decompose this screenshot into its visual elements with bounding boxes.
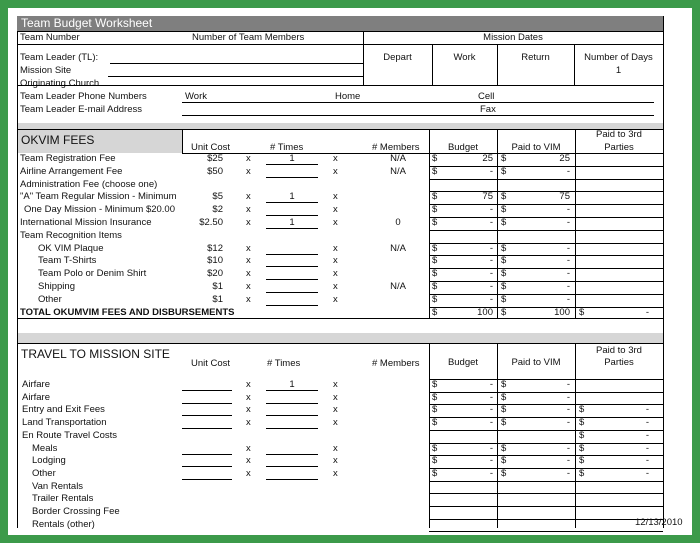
total-budget-dollar: $ [432,307,438,318]
budget-value: 75 [482,191,493,203]
column-line [575,343,576,528]
rule [17,85,663,86]
multiply-sign: x [333,379,338,390]
budget-dollar-sign: $ [432,391,438,403]
members-value: N/A [390,153,406,164]
total-third-dollar: $ [579,307,585,318]
paid-value: 25 [559,153,570,164]
budget-dollar-sign: $ [432,442,438,454]
paid-value: - [566,204,570,216]
budget-dollar-sign: $ [432,165,438,177]
travel-row-label: Rentals (other) [32,518,95,530]
travel-row-label: Other [32,467,56,479]
paid-value: - [566,165,570,177]
unit-cost-value: $2.50 [199,217,223,228]
budget-value: - [489,293,493,305]
travel-paid-third-header-line2: Parties [604,357,634,368]
fee-row-label: Team Polo or Denim Shirt [38,268,147,280]
fee-row-label: OK VIM Plaque [38,242,104,254]
members-value: N/A [390,242,406,254]
travel-members-header: # Members [372,358,420,369]
paid-dollar-sign: $ [501,165,507,177]
third-dollar-sign: $ [579,404,585,416]
budget-dollar-sign: $ [432,191,438,203]
paid-value: - [566,467,570,479]
multiply-sign: x [246,391,251,403]
third-dollar-sign: $ [579,467,585,479]
total-third-value: - [645,307,649,318]
row-rule [429,179,663,180]
total-paid-value: 100 [554,307,570,318]
members-value: 0 [395,217,401,228]
unit-cost-value: $1 [212,293,223,305]
paid-dollar-sign: $ [501,404,507,416]
travel-heading: TRAVEL TO MISSION SITE [21,347,170,361]
travel-times-header: # Times [267,358,301,369]
column-line [429,129,430,318]
paid-value: - [566,255,570,267]
unit-cost-value: $2 [212,204,223,216]
fee-row-label: Airline Arrangement Fee [20,165,123,177]
budget-value: - [489,165,493,177]
multiply-sign: x [333,467,338,479]
travel-unit-cost-header: Unit Cost [191,358,231,369]
multiply-sign: x [246,268,251,280]
budget-value: - [489,217,493,228]
multiply-sign: x [246,404,251,416]
paid-dollar-sign: $ [501,153,507,164]
row-rule [429,481,663,482]
work-col-label: Work [453,52,476,63]
fee-row-label: Team Registration Fee [20,153,116,164]
multiply-sign: x [246,467,251,479]
row-rule [429,506,663,507]
travel-row-label: Entry and Exit Fees [22,404,105,416]
multiply-sign: x [246,442,251,454]
paid-value: - [566,379,570,390]
fax-label: Fax [480,104,496,115]
third-value: - [645,442,649,454]
budget-dollar-sign: $ [432,467,438,479]
third-value: - [645,467,649,479]
paid-dollar-sign: $ [501,191,507,203]
budget-value: - [489,204,493,216]
budget-dollar-sign: $ [432,293,438,305]
travel-row-label: Trailer Rentals [32,493,94,505]
unit-cost-value: $5 [212,191,223,203]
unit-cost-header: Unit Cost [191,142,231,153]
unit-cost-value: $50 [207,165,223,177]
left-border [17,31,18,528]
worksheet-title: Team Budget Worksheet [21,16,153,30]
fee-row-label: Other [38,293,62,305]
mission-dates-label: Mission Dates [483,32,543,43]
multiply-sign: x [246,255,251,267]
rule [17,44,663,45]
row-rule [429,493,663,494]
phone-cell-label: Cell [478,91,495,102]
column-line [182,129,183,153]
grid-line [497,44,498,85]
times-field[interactable] [266,177,318,178]
travel-budget-header: Budget [447,357,479,368]
members-count-label: Number of Team Members [192,32,305,43]
paid-dollar-sign: $ [501,417,507,429]
leader-email-label: Team Leader E-mail Address [20,104,142,115]
times-value[interactable]: 1 [289,191,295,203]
budget-dollar-sign: $ [432,455,438,467]
return-label: Return [521,52,550,63]
budget-dollar-sign: $ [432,417,438,429]
right-border [663,16,664,528]
paid-dollar-sign: $ [501,217,507,228]
row-rule [429,230,663,231]
multiply-sign: x [333,191,338,203]
members-value: N/A [390,165,406,177]
okvim-fees-heading: OKVIM FEES [21,133,95,147]
times-field[interactable] [266,403,318,404]
budget-dollar-sign: $ [432,255,438,267]
depart-label: Depart [383,52,412,63]
paid-dollar-sign: $ [501,242,507,254]
paid-third-header-line2: Parties [604,142,634,153]
times-field[interactable] [266,390,318,391]
unit-cost-field[interactable] [182,454,232,455]
unit-cost-value: $10 [207,255,223,267]
budget-value: - [489,417,493,429]
times-field[interactable] [266,454,318,455]
travel-paid-third-header: Paid to 3rd [596,345,642,356]
third-value: - [645,429,649,441]
okvim-total-label: TOTAL OKUMVIM FEES AND DISBURSEMENTS [20,307,235,318]
paid-value: - [566,217,570,228]
paid-dollar-sign: $ [501,467,507,479]
budget-dollar-sign: $ [432,281,438,292]
budget-value: - [489,379,493,390]
paid-dollar-sign: $ [501,391,507,403]
originating-church-label: Originating Church [20,78,100,89]
column-line [497,343,498,528]
total-budget-value: 100 [477,307,493,318]
times-field[interactable] [266,164,318,165]
budget-value: - [489,242,493,254]
budget-dollar-sign: $ [432,204,438,216]
travel-row-label: Airfare [22,379,50,390]
leader-phone-label: Team Leader Phone Numbers [20,91,147,102]
paid-value: - [566,455,570,467]
travel-row-label: Lodging [32,455,66,467]
third-value: - [645,404,649,416]
team-leader-label: Team Leader (TL): [20,52,99,63]
multiply-sign: x [333,293,338,305]
unit-cost-field[interactable] [182,390,232,391]
budget-value: - [489,455,493,467]
email-field[interactable] [182,115,654,116]
paid-dollar-sign: $ [501,268,507,280]
worksheet-page [8,8,692,535]
budget-value: - [489,467,493,479]
paid-vim-header: Paid to VIM [511,142,561,153]
team-number-label: Team Number [20,32,80,43]
fee-row-label: International Mission Insurance [20,217,152,228]
column-line [429,343,430,528]
travel-row-label: Land Transportation [22,417,107,429]
travel-row-label: Border Crossing Fee [32,506,120,517]
unit-cost-value: $12 [207,242,223,254]
budget-header: Budget [447,142,479,153]
travel-paid-vim-header: Paid to VIM [511,357,561,368]
multiply-sign: x [246,217,251,228]
multiply-sign: x [333,255,338,267]
times-field[interactable] [266,479,318,480]
multiply-sign: x [333,242,338,254]
multiply-sign: x [246,417,251,429]
third-dollar-sign: $ [579,417,585,429]
times-field[interactable] [266,202,318,203]
times-value[interactable]: 1 [289,379,295,390]
paid-dollar-sign: $ [501,442,507,454]
multiply-sign: x [246,455,251,467]
mission-site-field[interactable] [108,76,363,77]
times-field[interactable] [266,466,318,467]
budget-dollar-sign: $ [432,379,438,390]
footer-date: 12/13/2010 [635,517,683,528]
multiply-sign: x [333,153,338,164]
times-field[interactable] [266,279,318,280]
times-header: # Times [270,142,304,153]
multiply-sign: x [246,191,251,203]
unit-cost-field[interactable] [182,403,232,404]
paid-third-header: Paid to 3rd [596,129,642,140]
multiply-sign: x [246,153,251,164]
multiply-sign: x [333,404,338,416]
paid-dollar-sign: $ [501,204,507,216]
times-value[interactable]: 1 [289,153,295,164]
phone-field[interactable] [182,102,654,103]
multiply-sign: x [333,442,338,454]
header-rule [429,379,663,380]
third-dollar-sign: $ [579,429,585,441]
multiply-sign: x [333,217,338,228]
budget-value: 25 [482,153,493,164]
budget-value: - [489,442,493,454]
paid-dollar-sign: $ [501,293,507,305]
unit-cost-value: $1 [212,281,223,292]
budget-dollar-sign: $ [432,153,438,164]
total-paid-dollar: $ [501,307,507,318]
paid-dollar-sign: $ [501,281,507,292]
times-value[interactable]: 1 [289,217,295,228]
unit-cost-value: $25 [207,153,223,164]
third-value: - [645,417,649,429]
multiply-sign: x [246,242,251,254]
budget-dollar-sign: $ [432,404,438,416]
multiply-sign: x [333,391,338,403]
paid-value: - [566,391,570,403]
budget-dollar-sign: $ [432,268,438,280]
fee-row-label: Team T-Shirts [38,255,97,267]
budget-dollar-sign: $ [432,242,438,254]
third-dollar-sign: $ [579,442,585,454]
rule [17,343,663,344]
unit-cost-field[interactable] [182,466,232,467]
paid-value: - [566,293,570,305]
unit-cost-field[interactable] [182,415,232,416]
paid-value: - [566,268,570,280]
fee-row-label: Team Recognition Items [20,229,122,241]
travel-row-label: Van Rentals [32,480,84,492]
paid-value: - [566,417,570,429]
number-of-days-value[interactable]: 1 [615,65,622,76]
rule [17,318,663,319]
multiply-sign: x [246,165,251,177]
phone-home-label: Home [335,91,361,102]
team-leader-field[interactable] [110,63,363,64]
fee-row-label: Shipping [38,281,75,292]
title-bar [17,16,663,31]
budget-value: - [489,404,493,416]
travel-row-label: En Route Travel Costs [22,429,118,441]
budget-value: - [489,255,493,267]
unit-cost-field[interactable] [182,428,232,429]
unit-cost-field[interactable] [182,479,232,480]
section-divider [18,333,663,343]
column-line [575,129,576,318]
travel-row-label: Airfare [22,391,50,403]
paid-value: - [566,442,570,454]
travel-row-label: Meals [32,442,58,454]
third-value: - [645,455,649,467]
budget-value: - [489,281,493,292]
mission-site-label: Mission Site [20,65,72,76]
third-dollar-sign: $ [579,455,585,467]
multiply-sign: x [333,455,338,467]
paid-dollar-sign: $ [501,255,507,267]
members-header: # Members [372,142,420,153]
times-field[interactable] [266,428,318,429]
paid-dollar-sign: $ [501,455,507,467]
header-rule [182,153,663,154]
paid-dollar-sign: $ [501,379,507,390]
multiply-sign: x [333,165,338,177]
column-line [497,129,498,318]
paid-value: - [566,404,570,416]
budget-dollar-sign: $ [432,217,438,228]
paid-value: 75 [559,191,570,203]
paid-value: - [566,242,570,254]
fee-row-label: "A" Team Regular Mission - Minimum [20,191,177,203]
times-field[interactable] [266,305,318,306]
paid-value: - [566,281,570,292]
multiply-sign: x [333,417,338,429]
fee-row-label: One Day Mission - Minimum $20.00 [24,204,175,216]
times-field[interactable] [266,228,318,229]
number-of-days-label: Number of Days [584,52,653,63]
row-rule [429,531,663,532]
times-field[interactable] [266,415,318,416]
members-value: N/A [390,281,406,292]
times-field[interactable] [266,254,318,255]
times-field[interactable] [266,266,318,267]
multiply-sign: x [333,268,338,280]
multiply-sign: x [246,204,251,216]
multiply-sign: x [246,379,251,390]
row-rule [429,519,663,520]
fee-row-label: Administration Fee (choose one) [20,178,158,190]
multiply-sign: x [246,293,251,305]
budget-value: - [489,268,493,280]
multiply-sign: x [246,281,251,292]
grid-line [432,44,433,85]
multiply-sign: x [333,281,338,292]
budget-value: - [489,391,493,403]
times-field[interactable] [266,292,318,293]
multiply-sign: x [333,204,338,216]
unit-cost-value: $20 [207,268,223,280]
phone-work-label: Work [185,91,207,102]
